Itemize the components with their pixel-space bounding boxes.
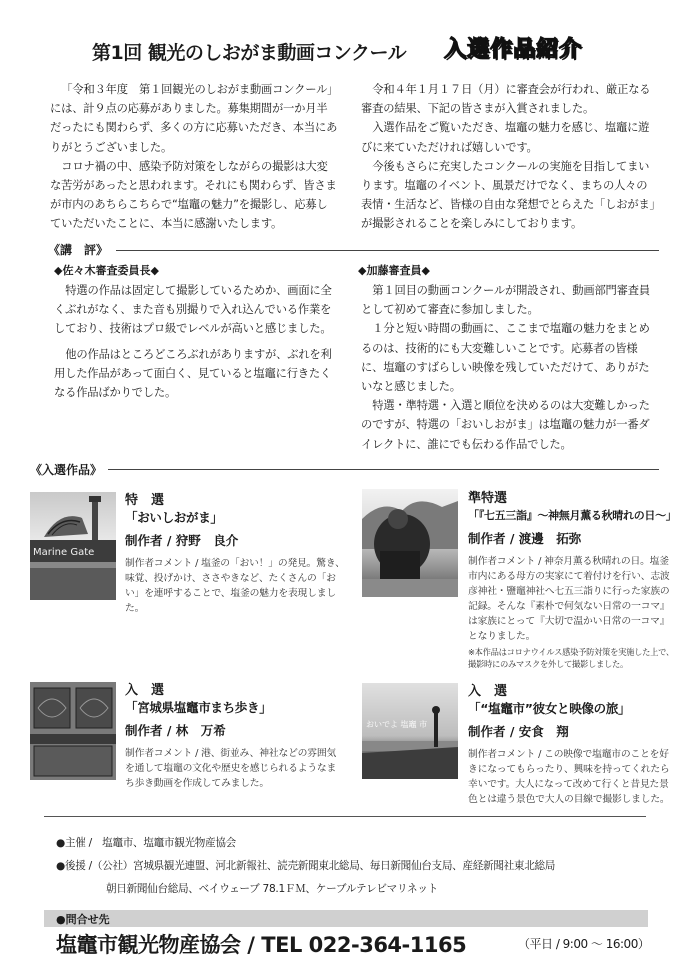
review-paragraph: 第１回目の動画コンクールが開設され、動画部門審査員として初めて審査に参加しました。 — [361, 284, 650, 317]
entry-rank: 入 選 — [468, 684, 508, 699]
seaside-walk-image — [362, 683, 458, 779]
contact-bar — [44, 910, 648, 927]
intro-paragraph: 令和４年１月１７日（月）に審査会が行われ、厳正なる審査の結果、下記の皆さまが入賞されました。 — [361, 83, 651, 116]
intro-left-column — [50, 80, 338, 234]
page-title-badge: 入選作品紹介 — [444, 37, 583, 62]
entry-photo-juntokusen — [362, 489, 458, 597]
review-left-text — [54, 281, 338, 402]
entry-rank: 入 選 — [125, 683, 165, 698]
reviewer-sasaki: ◆佐々木審査委員長◆ — [54, 264, 159, 277]
entry-comment: 制作者コメント / 塩釜の「おい！」の発見。驚き、味覚、投げかけ、ささやきなど、たくさんの「おい」を連呼することで、塩釜の魅力を表現しました。 — [125, 558, 345, 614]
marine-gate-sign: Marine Gate — [33, 547, 95, 558]
footer-support-continued: 朝日新聞仙台総局、ベイウェーブ 78.1ＦＭ、ケーブルテレビマリネット — [106, 883, 438, 895]
entry-title: 「“塩竈市”彼女と映像の旅」 — [468, 701, 631, 716]
entry-rank: 準特選 — [468, 491, 508, 506]
entry-note: ※本作品はコロナウイルス感染予防対策を実施した上で、撮影時にのみマスクを外して撮影しました。 — [468, 647, 674, 669]
contact-phone: 塩竈市観光物産協会 / TEL 022-364-1165 — [56, 933, 467, 957]
entry-author: 制作者 / 狩野 良介 — [125, 533, 239, 548]
reviewer-kato: ◆加藤審査員◆ — [358, 264, 430, 277]
entry-comment: 制作者コメント / 神奈月薫る秋晴れの日。塩釜市内にある母方の実家にて着付けを行い、志波彦神社・鹽竈神社へ七五三詣りに行った家族の記録。そんな『素朴で何気ない日常の一コマ』は家族にとって『大切で温かい日常の一コマ』となりました。 — [468, 556, 670, 642]
shrine-carving-image — [30, 682, 116, 780]
review-paragraph: 特選の作品は固定して撮影しているためか、画面に全くぶれがなく、また音も別撮りで入れ込んでいる作業をしており、技術はプロ級でレベルが高いと感じました。 — [54, 284, 332, 336]
intro-paragraph: コロナ禍の中、感染予防対策をしながらの撮影は大変な苦労があったと思われます。それにも関わらず、皆さまが市内のあちらこちらで“塩竈の魅力”を撮影し、応募していただいたことに、本当に感謝いたします。 — [50, 159, 337, 231]
entries-heading: 《入選作品》 — [30, 463, 103, 477]
entry-tokusen — [125, 492, 345, 616]
entry-photo-nyusen-2 — [362, 683, 458, 779]
entry-photo-nyusen-1 — [30, 682, 116, 780]
review-divider — [116, 250, 659, 251]
review-paragraph: 特選・準特選・入選と順位を決めるのは大変難しかったのですが、特選の「おいしおがま」は塩竈の魅力が一番ダイレクトに、誰にでも伝わる作品でした。 — [361, 399, 650, 451]
entry-rank: 特 選 — [125, 493, 165, 508]
footer-sponsor: ●主催 / 塩竈市、塩竈市観光物産協会 — [56, 837, 236, 849]
intro-paragraph: 今後もさらに充実したコンクールの実施を目指してまいります。塩竈のイベント、風景だけでなく、まちの人々の表情・生活など、皆様の自由な発想でとらえた「しおがま」が撮影されることを楽しみにしております。 — [361, 159, 655, 231]
intro-paragraph: 「令和３年度 第１回観光のしおがま動画コンクール」には、計９点の応募がありました。募集期間が一か月半だったにも関わらず、多くの方に応募いただき、本当にありがとうございました。 — [50, 83, 338, 154]
footer-divider — [44, 816, 646, 817]
entry-author: 制作者 / 渡邊 拓弥 — [468, 531, 582, 546]
entry-title: 「宮城県塩竈市まち歩き」 — [125, 700, 272, 715]
entry-juntokusen — [468, 490, 680, 670]
entry-photo-tokusen — [30, 492, 116, 600]
entry-comment: 制作者コメント / この映像で塩竈市のことを好きになってもらったり、興味を持ってくれたら幸いです。大人になって改めて行くと昔見た景色とは違う景色で大人の目線で撮影しました。 — [468, 749, 670, 805]
shichigosan-family-image — [362, 489, 458, 597]
entry-author: 制作者 / 安食 翔 — [468, 724, 569, 739]
footer-support: ●後援 /（公社）宮城県観光連盟、河北新報社、読売新聞東北総局、毎日新聞仙台支局、産経新聞社東北総局 — [56, 860, 556, 872]
intro-paragraph: 入選作品をご覧いただき、塩竈の魅力を感じ、塩竈に遊びに来ていただければ嬉しいです。 — [361, 121, 650, 154]
review-paragraph: 他の作品はところどころぶれがありますが、ぶれを利用した作品があって面白く、見ていると塩竈に行きたくなる作品ばかりでした。 — [54, 347, 332, 400]
marine-gate-building-image — [30, 492, 116, 600]
review-heading: 《講 評》 — [48, 243, 109, 257]
contact-hours: （平日 / 9:00 ～ 16:00） — [518, 937, 650, 951]
page-header — [0, 32, 691, 66]
entries-divider — [108, 469, 659, 470]
review-right-text — [361, 281, 659, 454]
video-caption-overlay: おいでよ 塩竈 市 — [366, 720, 428, 729]
intro-right-column — [361, 80, 657, 234]
entry-comment: 制作者コメント / 港、街並み、神社などの雰囲気を通して塩竈の文化や歴史を感じられるようなまち歩き動画を作成してみました。 — [125, 748, 337, 789]
entry-nyusen-1 — [125, 682, 345, 791]
contact-label: ●問合せ先 — [56, 913, 110, 926]
review-paragraph: １分と短い時間の動画に、ここまで塩竈の魅力をまとめるのは、技術的にも大変難しいことです。応募者の皆様に、塩竈のすばらしい映像を残していただけて、ありがたいなと感じました。 — [361, 322, 650, 394]
entry-author: 制作者 / 林 万希 — [125, 723, 226, 738]
entry-nyusen-2 — [468, 683, 680, 807]
page-title: 第1回 観光のしおがま動画コンクール — [92, 42, 407, 64]
entry-title: 「おいしおがま」 — [125, 510, 223, 525]
entry-title: 「『七五三詣』～神無月薫る秋晴れの日～」 — [468, 509, 677, 522]
